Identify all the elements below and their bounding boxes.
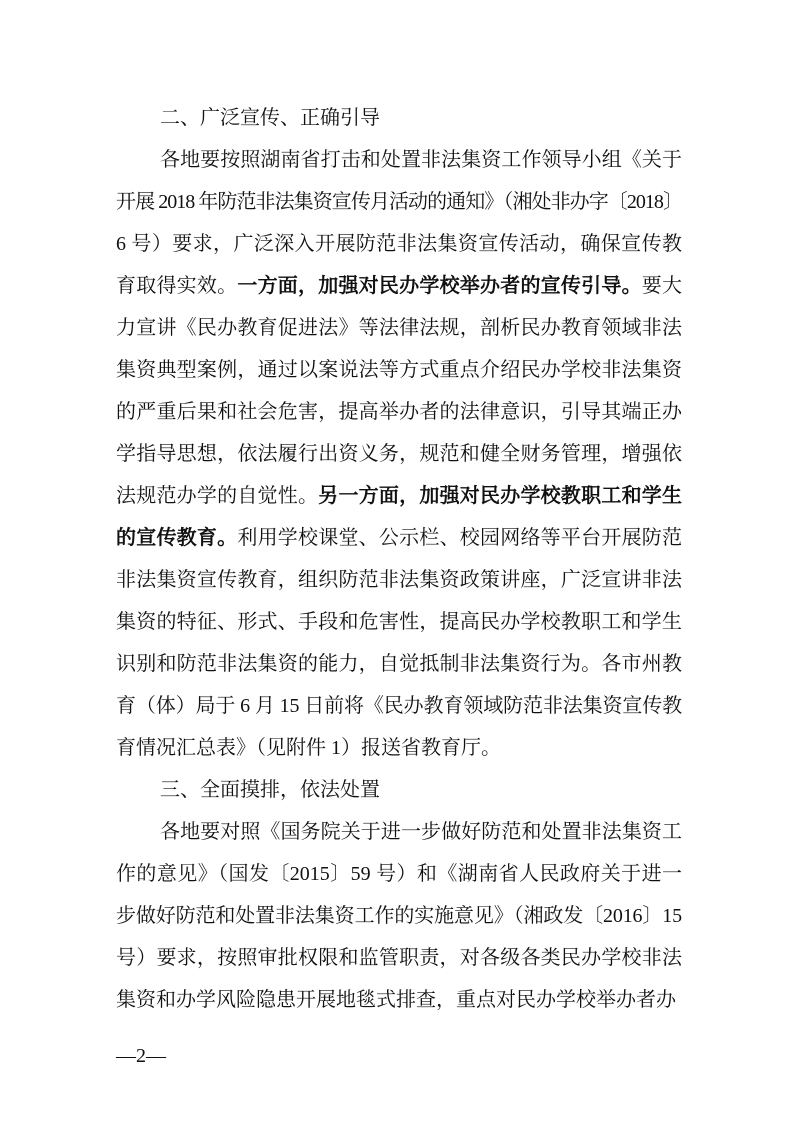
text-line — [116, 811, 682, 853]
body-text: 育情况汇总表》（见附件 1）报送省教育厅。 — [116, 737, 501, 759]
body-text: 要大 — [641, 275, 683, 297]
body-text: 育（体）局于 6 月 15 日前将《民办教育领域防范非法集资宣传教 — [116, 695, 682, 717]
body-text: 集资和办学风险隐患开展地毯式排查，重点对民办学校举办者办 — [116, 989, 676, 1011]
body-text: 各地要对照《国务院关于进一步做好防范和处置非法集资工 — [160, 821, 682, 843]
text-line — [116, 307, 682, 349]
body-text: 非法集资宣传教育，组织防范非法集资政策讲座，广泛宣讲非法 — [116, 569, 682, 591]
body-text: 育取得实效。 — [116, 275, 238, 297]
section-heading: 三、全面摸排，依法处置 — [160, 779, 380, 801]
body-text: 步做好防范和处置非法集资工作的实施意见》（湘政发〔2016〕15 — [116, 905, 682, 927]
bold-emphasis-text: 的宣传教育。 — [116, 527, 238, 549]
text-line — [116, 937, 682, 979]
body-text: 法规范办学的自觉性。 — [116, 485, 319, 507]
text-line — [116, 895, 682, 937]
paragraph — [116, 139, 682, 769]
text-line — [116, 223, 682, 265]
body-text: 开展 2018 年防范非法集资宣传月活动的通知》（湘处非办字〔2018〕 — [116, 191, 682, 213]
body-text: 集资典型案例，通过以案说法等方式重点介绍民办学校非法集资 — [116, 359, 682, 381]
text-line — [116, 433, 682, 475]
text-line — [116, 853, 682, 895]
body-text: 力宣讲《民办教育促进法》等法律法规，剖析民办教育领域非法 — [116, 317, 682, 339]
body-text: 作的意见》（国发〔2015〕59 号）和《湖南省人民政府关于进一 — [116, 863, 682, 885]
text-line — [116, 475, 682, 517]
body-text: 识别和防范非法集资的能力，自觉抵制非法集资行为。各市州教 — [116, 653, 682, 675]
text-line — [116, 181, 682, 223]
page-number: —2— — [116, 1045, 166, 1067]
paragraph — [116, 811, 682, 1021]
section-heading: 二、广泛宣传、正确引导 — [160, 107, 380, 129]
text-line — [116, 979, 682, 1021]
text-line — [116, 349, 682, 391]
body-text: 各地要按照湖南省打击和处置非法集资工作领导小组《关于 — [160, 149, 682, 171]
text-line — [116, 685, 682, 727]
text-line — [116, 643, 682, 685]
bold-emphasis-text: 一方面，加强对民办学校举办者的宣传引导。 — [237, 275, 642, 297]
text-line — [116, 601, 682, 643]
body-text: 集资的特征、形式、手段和危害性，提高民办学校教职工和学生 — [116, 611, 682, 633]
text-line — [116, 265, 682, 307]
text-line — [116, 391, 682, 433]
body-text: 利用学校课堂、公示栏、校园网络等平台开展防范 — [237, 527, 683, 549]
text-line — [116, 139, 682, 181]
body-text: 号）要求，按照审批权限和监管职责，对各级各类民办学校非法 — [116, 947, 682, 969]
body-text: 6 号）要求，广泛深入开展防范非法集资宣传活动，确保宣传教 — [116, 233, 682, 255]
bold-emphasis-text: 另一方面，加强对民办学校教职工和学生 — [318, 485, 683, 507]
text-line — [116, 517, 682, 559]
body-text: 的严重后果和社会危害，提高举办者的法律意识，引导其端正办 — [116, 401, 682, 423]
document-body — [116, 97, 682, 1021]
text-line — [116, 559, 682, 601]
body-text: 学指导思想，依法履行出资义务，规范和健全财务管理，增强依 — [116, 443, 682, 465]
text-line — [116, 727, 682, 769]
